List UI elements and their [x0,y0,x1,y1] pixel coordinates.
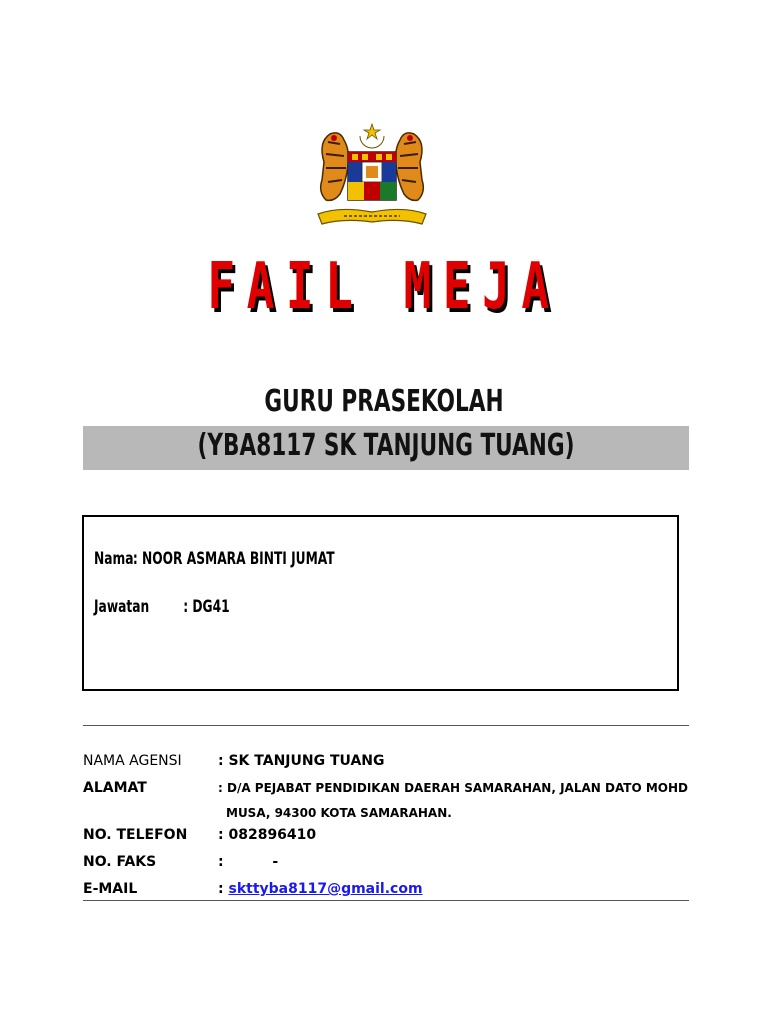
officer-position-row [94,597,230,617]
email-label: E-MAIL [83,881,138,897]
email-prefix: : [218,881,229,897]
officer-name-label: Nama [94,549,134,569]
officer-name-value: : NOOR ASMARA BINTI JUMAT [132,549,335,569]
address-line-2: MUSA, 94300 KOTA SAMARAHAN. [226,806,452,820]
address-label: ALAMAT [83,780,147,796]
officer-position-value: : DG41 [183,597,230,617]
officer-name-row [94,549,335,569]
address-line-1: : D/A PEJABAT PENDIDIKAN DAERAH SAMARAHAN, JALAN DATO MOHD [218,781,689,795]
fax-label: NO. FAKS [83,854,157,870]
officer-position-label: Jawatan [94,597,150,617]
agency-value: : SK TANJUNG TUANG [218,753,385,769]
subtitle-band [83,426,689,470]
phone-label: NO. TELEFON [83,827,188,843]
officer-info-box [82,515,679,691]
email-value-wrap [218,881,423,897]
divider-bottom [83,900,689,901]
document-title: FAIL MEJA [207,250,561,324]
phone-value: : 082896410 [218,827,317,843]
agency-label: NAMA AGENSI [83,753,182,769]
coat-of-arms-emblem [310,122,434,230]
fax-value: : - [218,854,279,870]
document-subtitle: GURU PRASEKOLAH [264,384,504,419]
email-link[interactable]: skttyba8117@gmail.com [228,881,423,897]
school-code-label: (YBA8117 SK TANJUNG TUANG) [197,428,575,463]
divider-top [83,725,689,726]
